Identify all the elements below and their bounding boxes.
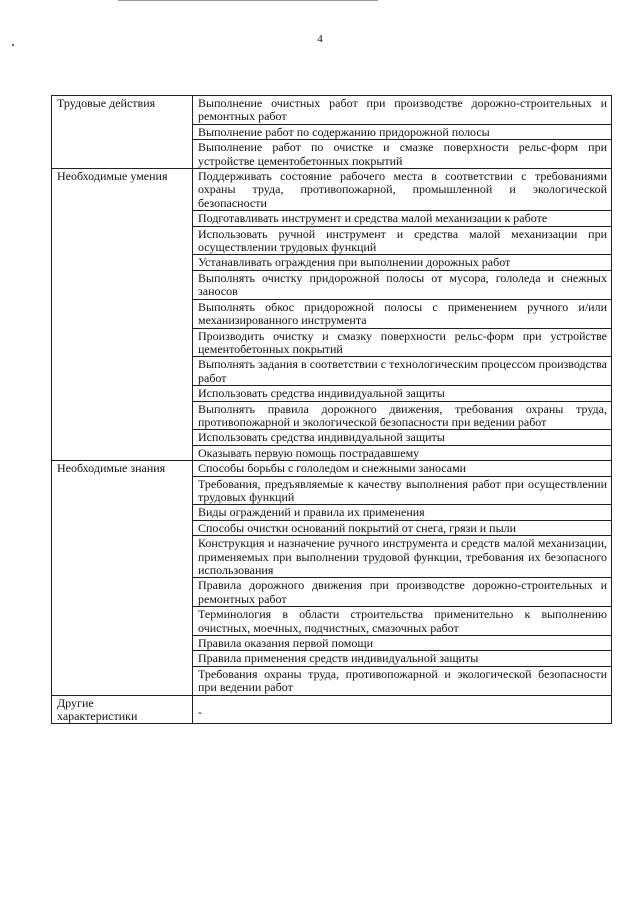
table-cell: Выполнять очистку придорожной полосы от мусора, гололеда и снежных заносов [193,270,612,299]
table-cell: Выполнение работ по содержанию придорожной полосы [193,124,612,139]
table-cell: Производить очистку и смазку поверхности рельс-форм при устройстве цементобетонных покрытий [193,328,612,357]
table-cell: Использовать средства индивидуальной защиты [193,386,612,401]
table-cell: Конструкция и назначение ручного инструмента и средств малой механизации, применяемых при выполнении трудовой функции, требования их безопасного использования [193,536,612,578]
table-cell: Выполнять задания в соответствии с технологическим процессом производства работ [193,357,612,386]
row-group-label: Необходимые знания [52,461,193,696]
table-cell: Устанавливать ограждения при выполнении дорожных работ [193,255,612,270]
table-cell: Выполнение очистных работ при производстве дорожно-строительных и ремонтных работ [193,96,612,125]
row-group-label: Трудовые действия [52,96,193,169]
scan-top-edge [118,0,378,1]
table-cell: Правила оказания первой помощи [193,636,612,651]
table-row [52,461,612,476]
table-cell: Использовать средства индивидуальной защиты [193,430,612,445]
table-cell: Правила дорожного движения при производстве дорожно-строительных и ремонтных работ [193,578,612,607]
table-cell: Выполнять правила дорожного движения, требования охраны труда, противопожарной и экологической безопасности при ведении работ [193,401,612,430]
table-row [52,96,612,125]
row-group-label-line: Другие [57,695,94,710]
table-cell: Выполнять обкос придорожной полосы с применением ручного и/или механизированного инструмента [193,299,612,328]
table-cell: Поддерживать состояние рабочего места в соответствии с требованиями охраны труда, противопожарной, промышленной и экологической безопасности [193,169,612,211]
table-cell: Использовать ручной инструмент и средства малой механизации при осуществлении трудовых функций [193,226,612,255]
table-cell: Требования, предъявляемые к качеству выполнения работ при осуществлении трудовых функций [193,476,612,505]
table-cell: Правила применения средств индивидуальной защиты [193,651,612,666]
row-group-label [52,695,193,724]
page-number: 4 [317,33,323,45]
table-row [52,695,612,724]
table-cell: Требования охраны труда, противопожарной и экологической безопасности при ведении работ [193,666,612,695]
table-cell: Терминология в области строительства применительно к выполнению очистных, моечных, подчистных, смазочных работ [193,607,612,636]
table-cell: Способы очистки оснований покрытий от снега, грязи и пыли [193,520,612,535]
table-cell: - [193,695,612,724]
table-cell: Выполнение работ по очистке и смазке поверхности рельс-форм при устройстве цементобетонных покрытий [193,140,612,169]
table-row [52,169,612,211]
table-cell: Подготавливать инструмент и средства малой механизации к работе [193,211,612,226]
table-cell: Виды ограждений и правила их применения [193,505,612,520]
competency-table [51,95,612,724]
table-cell: Способы борьбы с гололедом и снежными заносами [193,461,612,476]
table-cell: Оказывать первую помощь пострадавшему [193,445,612,460]
row-group-label-line: характеристики [57,709,138,724]
row-group-label: Необходимые умения [52,169,193,461]
